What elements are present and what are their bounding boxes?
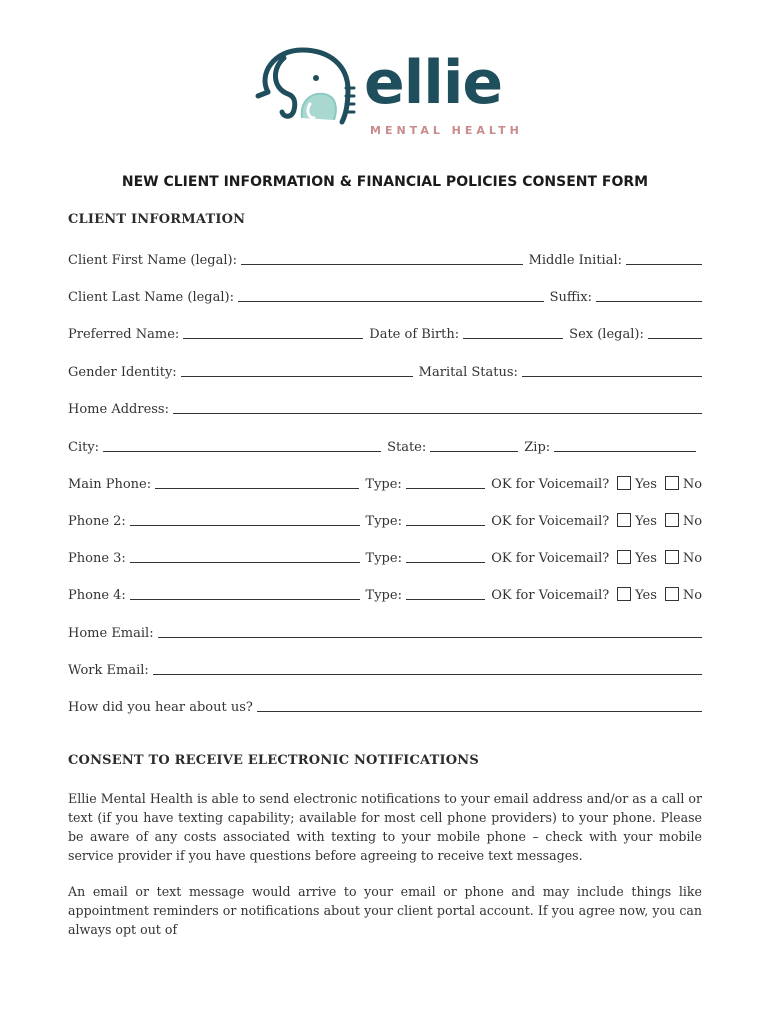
phone-4-type-field[interactable] [406,585,485,600]
phone-2-field[interactable] [130,511,360,526]
main-phone-label: Main Phone: [68,477,152,492]
city-field[interactable] [103,437,381,452]
phone-3-type-field[interactable] [406,548,485,563]
consent-paragraph-1: Ellie Mental Health is able to send electronic notifications to your email address and/or as a call or text (if you have texting capability; available for most cell phone providers) to your phone. Please be aware of any costs associated with texting to your mobile phone – check with your mobile service provider if you have questions before agreeing to receive text messages. [68,791,702,863]
row-home-address [68,397,702,417]
preferred-name-label: Preferred Name: [68,327,180,342]
voicemail-no-checkbox[interactable] [665,587,679,601]
state-label: State: [387,440,427,455]
no-label: No [682,514,703,529]
voicemail-yes-checkbox[interactable] [617,476,631,490]
phone-3-label: Phone 3: [68,551,126,566]
suffix-label: Suffix: [549,290,592,305]
no-label: No [682,588,703,603]
voicemail-no-checkbox[interactable] [665,476,679,490]
home-address-field[interactable] [173,399,702,414]
voicemail-no-checkbox[interactable] [665,513,679,527]
voicemail-yes-checkbox[interactable] [617,587,631,601]
row-phone-3 [68,546,702,566]
phone-4-field[interactable] [130,585,360,600]
type-label: Type: [365,588,402,603]
phone-2-type-field[interactable] [406,511,485,526]
gender-label: Gender Identity: [68,365,177,380]
last-name-label: Client Last Name (legal): [68,290,234,305]
dob-label: Date of Birth: [369,327,460,342]
yes-label: Yes [635,514,657,529]
section-heading-consent: CONSENT TO RECEIVE ELECTRONIC NOTIFICATIONS [68,753,479,768]
preferred-name-field[interactable] [183,324,363,339]
last-name-field[interactable] [238,287,544,302]
section-heading-client-info: CLIENT INFORMATION [68,212,246,227]
sex-label: Sex (legal): [569,327,644,342]
no-label: No [682,551,703,566]
voicemail-yes-checkbox[interactable] [617,513,631,527]
row-first-name [68,248,702,268]
yes-label: Yes [635,588,657,603]
phone-4-label: Phone 4: [68,588,126,603]
first-name-label: Client First Name (legal): [68,253,237,268]
logo-subtitle: MENTAL HEALTH [370,124,523,137]
marital-label: Marital Status: [418,365,518,380]
suffix-field[interactable] [596,287,702,302]
row-work-email [68,658,702,678]
form-title: NEW CLIENT INFORMATION & FINANCIAL POLICIES CONSENT FORM [121,174,649,190]
gender-field[interactable] [181,362,413,377]
zip-field[interactable] [554,437,696,452]
voicemail-label: OK for Voicemail? [491,551,610,566]
elephant-logo-icon [254,44,358,130]
voicemail-label: OK for Voicemail? [491,588,610,603]
type-label: Type: [365,551,402,566]
home-address-label: Home Address: [68,402,169,417]
row-home-email [68,621,702,641]
no-label: No [682,477,703,492]
main-phone-field[interactable] [155,474,359,489]
phone-3-field[interactable] [130,548,360,563]
main-phone-type-field[interactable] [406,474,485,489]
voicemail-yes-checkbox[interactable] [617,550,631,564]
work-email-label: Work Email: [68,663,149,678]
phone-2-label: Phone 2: [68,514,126,529]
type-label: Type: [365,477,402,492]
yes-label: Yes [635,477,657,492]
row-last-name [68,285,702,305]
row-city [68,435,702,455]
row-referral [68,695,702,715]
row-phone-2 [68,509,702,529]
dob-field[interactable] [463,324,563,339]
voicemail-label: OK for Voicemail? [491,514,610,529]
referral-field[interactable] [257,697,702,712]
voicemail-no-checkbox[interactable] [665,550,679,564]
voicemail-label: OK for Voicemail? [491,477,610,492]
sex-field[interactable] [648,324,702,339]
first-name-field[interactable] [241,250,523,265]
city-label: City: [68,440,100,455]
consent-paragraph-2: An email or text message would arrive to your email or phone and may include things like appointment reminders or notifications about your client portal account. If you agree now, you can always opt out of [68,884,702,937]
row-gender [68,360,702,380]
state-field[interactable] [430,437,518,452]
logo [254,42,524,142]
referral-label: How did you hear about us? [68,700,253,715]
home-email-label: Home Email: [68,626,154,641]
marital-field[interactable] [522,362,702,377]
zip-label: Zip: [524,440,551,455]
type-label: Type: [365,514,402,529]
middle-initial-field[interactable] [626,250,702,265]
home-email-field[interactable] [158,623,702,638]
row-main-phone [68,472,702,492]
logo-wordmark: ellie [364,48,503,118]
middle-initial-label: Middle Initial: [528,253,622,268]
row-phone-4 [68,583,702,603]
row-preferred-name [68,322,702,342]
yes-label: Yes [635,551,657,566]
work-email-field[interactable] [153,660,702,675]
